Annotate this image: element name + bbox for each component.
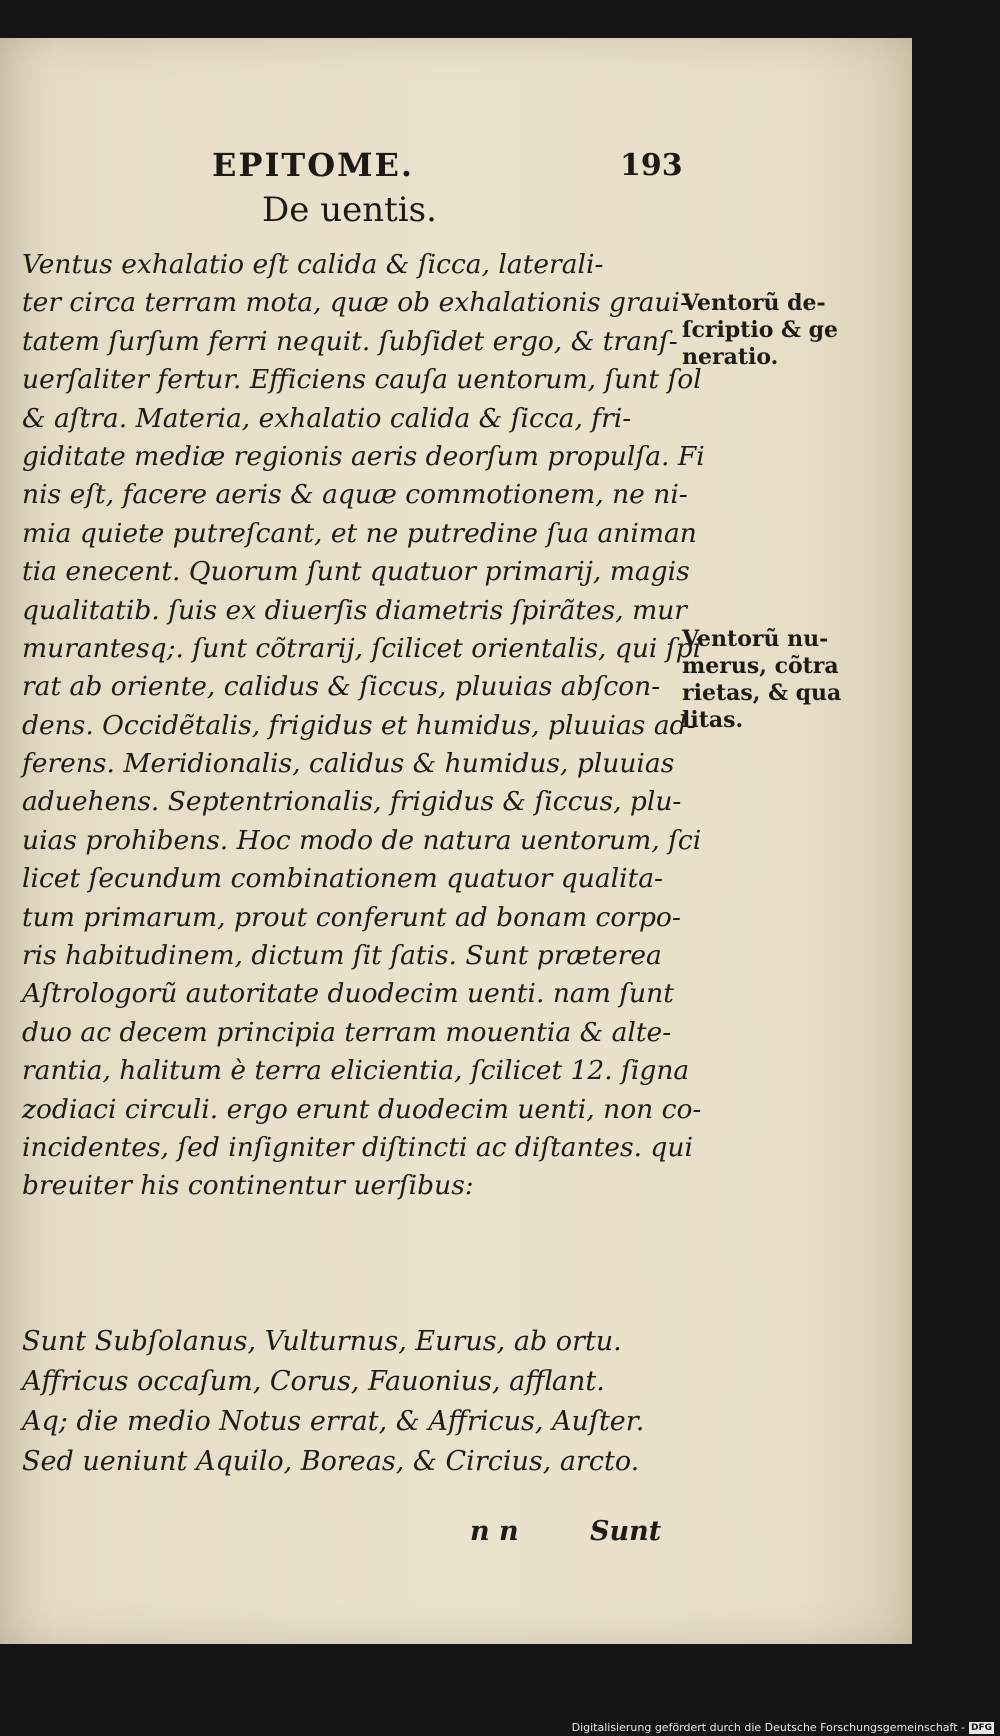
text-line: incidentes, ſed inſigniter diſtincti ac diſtantes. qui bbox=[22, 1131, 693, 1163]
text-line: tatem ſurſum ferri nequit. ſubſidet ergo, & tranſ- bbox=[22, 325, 678, 357]
credit-text: Digitalisierung gefördert durch die Deutsche Forschungsgemeinschaft - bbox=[571, 1721, 965, 1734]
text-line: ferens. Meridionalis, calidus & humidus, pluuias bbox=[22, 748, 675, 780]
text-line: tia enecent. Quorum ſunt quatuor primarij, magis bbox=[22, 556, 690, 588]
margin-note-line: merus, cõtra bbox=[682, 653, 839, 679]
text-line: ter circa terram mota, quæ ob exhalationis graui- bbox=[22, 287, 689, 319]
text-line: licet ſecundum combinationem quatuor qualita- bbox=[22, 863, 663, 895]
margin-note-line: rietas, & qua bbox=[682, 680, 842, 706]
margin-note-line: litas. bbox=[682, 707, 744, 733]
margin-note-line: Ventorũ nu- bbox=[682, 626, 829, 652]
signature-mark: n n bbox=[470, 1516, 519, 1547]
text-line: ris habitudinem, dictum ſit ſatis. Sunt præterea bbox=[22, 940, 662, 972]
margin-note-number bbox=[682, 626, 862, 734]
text-line: tum primarum, prout conferunt ad bonam corpo- bbox=[22, 901, 681, 933]
text-line: mia quiete putreſcant, et ne putredine ſua animan bbox=[22, 517, 697, 549]
text-line: qualitatib. ſuis ex diuerſis diametris ſpirãtes, mur bbox=[22, 594, 687, 626]
section-title: De uentis. bbox=[262, 190, 437, 230]
verse-line: Sunt Subſolanus, Vulturnus, Eurus, ab ortu. bbox=[22, 1326, 622, 1357]
text-line: nis eſt, facere aeris & aquæ commotionem, ne ni- bbox=[22, 479, 688, 511]
text-line: uias prohibens. Hoc modo de natura uentorum, ſci bbox=[22, 824, 702, 856]
text-line: dens. Occidẽtalis, frigidus et humidus, pluuias ad- bbox=[22, 709, 696, 741]
catchword: Sunt bbox=[590, 1516, 662, 1547]
verse-line: Affricus occaſum, Corus, Fauonius, afflant. bbox=[22, 1366, 605, 1397]
margin-note-line: neratio. bbox=[682, 344, 779, 370]
dfg-logo: DFG bbox=[970, 1722, 992, 1733]
body-text bbox=[22, 246, 705, 1206]
text-line: rantia, halitum è terra elicientia, ſcilicet 12. ſigna bbox=[22, 1055, 690, 1087]
book-page bbox=[0, 38, 912, 1644]
margin-note-line: Ventorũ de- bbox=[682, 290, 826, 316]
text-line: Aſtrologorũ autoritate duodecim uenti. nam ſunt bbox=[22, 978, 674, 1010]
text-line: breuiter his continentur uerſibus: bbox=[22, 1170, 474, 1202]
text-line: giditate mediæ regionis aeris deorſum propulſa. Fi bbox=[22, 440, 705, 472]
text-line: & aſtra. Materia, exhalatio calida & ſicca, fri- bbox=[22, 402, 632, 434]
text-line: murantesq;. ſunt cõtrarij, ſcilicet orientalis, qui ſpi bbox=[22, 632, 702, 664]
verse-block bbox=[22, 1322, 662, 1482]
text-line: Ventus exhalatio eſt calida & ſicca, laterali- bbox=[22, 249, 604, 280]
verse-line: Aq; die medio Notus errat, & Affricus, Auſter. bbox=[22, 1406, 645, 1437]
text-line: rat ab oriente, calidus & ſiccus, pluuias abſcon- bbox=[22, 671, 661, 703]
margin-note-line: ſcriptio & ge bbox=[682, 317, 838, 343]
page-number: 193 bbox=[620, 148, 683, 183]
digitization-credit bbox=[572, 1721, 994, 1734]
running-head: EPITOME. bbox=[212, 146, 415, 184]
margin-note-description bbox=[682, 290, 862, 371]
text-line: uerſaliter fertur. Efficiens cauſa uentorum, ſunt ſol bbox=[22, 364, 702, 396]
text-line: aduehens. Septentrionalis, frigidus & ſiccus, plu- bbox=[22, 786, 682, 818]
text-line: zodiaci circuli. ergo erunt duodecim uenti, non co- bbox=[22, 1093, 702, 1125]
verse-line: Sed ueniunt Aquilo, Boreas, & Circius, arcto. bbox=[22, 1446, 640, 1477]
text-line: duo ac decem principia terram mouentia & alte- bbox=[22, 1016, 672, 1048]
